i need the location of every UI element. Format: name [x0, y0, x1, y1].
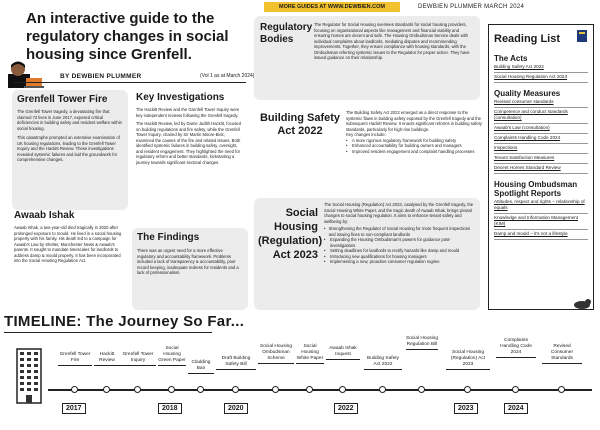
- reading-link[interactable]: Social Housing Regulation Act 2023: [494, 73, 588, 83]
- timeline-event[interactable]: Cladding Ban: [188, 360, 214, 374]
- timeline-node: [272, 386, 279, 393]
- bsa-changes-label: Key changes include:: [346, 132, 386, 137]
- timeline-node: [558, 386, 565, 393]
- timeline-node: [71, 386, 78, 393]
- timeline-event[interactable]: Social Housing Regulation Bill: [406, 336, 438, 350]
- timeline-event[interactable]: Social Housing Green Paper: [158, 346, 186, 366]
- timeline-event[interactable]: Social Housing (Regulation) Act 2023: [446, 350, 490, 370]
- grenfell-paragraph-1: The Grenfell Tower tragedy, a devastating fire that claimed 72 lives in June 2017, exposed critical deficiencies in building safety and resident welfare within social housing.: [17, 109, 122, 131]
- timeline-node: [418, 386, 425, 393]
- year-label: 2023: [454, 403, 478, 414]
- spotlight-heading: Housing Ombudsman Spotlight Reports: [494, 180, 578, 198]
- investigations-title: Key Investigations: [136, 92, 225, 103]
- timeline-event[interactable]: Social Housing Ombudsman Scheme: [258, 344, 294, 364]
- year-label: 2024: [504, 403, 528, 414]
- cat-icon: [572, 296, 592, 314]
- timeline-title: TIMELINE: The Journey So Far...: [4, 313, 245, 330]
- shra-paragraph: The Social Housing (Regulation) Act 2023, catalysed by the Grenfell tragedy, the Social Housing White Paper, and the tragic death of Awaab Ishak, brings pivotal changes to social housing regulation. It aims to enhance tenant safety and wellbeing by:: [324, 202, 474, 224]
- byline: BY DEWBIEN PLUMMER: [60, 73, 142, 80]
- timeline-node: [168, 386, 175, 393]
- author-avatar: [6, 60, 46, 90]
- book-icon: [576, 29, 588, 48]
- bsa-paragraph: The Building Safety Act 2022 emerged as a direct response to the systemic flaws in building safety exposed by the Grenfell tragedy and the subsequent Hackitt Review. It enacts significant reforms in building safety standards, particularly for high-rise buildings.: [346, 110, 482, 132]
- timeline-node: [306, 386, 313, 393]
- reading-link[interactable]: Revised consumer standards: [494, 98, 588, 108]
- reading-link[interactable]: Complaints Handling Code 2024: [494, 134, 588, 144]
- year-label: 2017: [62, 403, 86, 414]
- quality-heading: Quality Measures: [494, 89, 561, 98]
- investigations-paragraph-1: The Hackitt Review and the Grenfell Tower Inquiry were key independent reviews following the Grenfell tragedy.: [136, 107, 240, 118]
- year-label: 2022: [334, 403, 358, 414]
- investigations-paragraph-2: The Hackitt Review, led by Dame Judith Hackitt, focused on building regulations and fire safety, while the Grenfell Tower Inquiry, chaired by Sir Martin Moore-Bick, examined the causes of the fire and related issues. Both identified systemic failures in building safety, oversight, and resident engagement. They highlighted the need for regulatory reform and better standards, kickstarting a journey towards significant sectoral changes.: [136, 121, 241, 165]
- shra-bullet: • Strengthening the Regulator of Social Housing for more frequent inspections and issuing fines to non-compliant landlords: [324, 226, 471, 237]
- reading-link[interactable]: Competence and conduct standards (consultation): [494, 108, 588, 124]
- bsa-title: Building Safety Act 2022: [259, 112, 341, 137]
- shra-bullet: • Introducing new qualifications for housing managers: [324, 253, 427, 259]
- reading-link[interactable]: Decent Homes Standard Review: [494, 164, 588, 174]
- regulatory-bodies-paragraph: The Regulator for Social Housing oversees standards for social housing providers, focusing on organisational aspects like management and financial viability and ensuring homes are decent and safe. The Housing Ombudsman Service deals with individual complaints about landlords, mediating disputes and recommending improvements. Together, they ensure compliance with housing standards, with the Ombudsman referring systemic issues to the Regulator for proper action. They have issued guidance on their relationship.: [314, 22, 470, 60]
- year-label: 2018: [158, 403, 182, 414]
- shra-title: Social Housing (Regulation) Act 2023: [258, 207, 323, 261]
- timeline-node: [197, 386, 204, 393]
- timeline-event[interactable]: Complaints Handling Code 2024: [496, 338, 536, 358]
- awaab-title: Awaab Ishak: [14, 210, 75, 221]
- acts-heading: The Acts: [494, 54, 528, 63]
- reading-link[interactable]: Knowledge and Information Management (KIM): [494, 214, 588, 230]
- timeline-event[interactable]: Draft Building Safety Bill: [216, 356, 256, 370]
- timeline-event[interactable]: Hackitt Review: [94, 352, 120, 366]
- reading-link[interactable]: Building Safety Act 2022: [494, 63, 588, 73]
- timeline-node: [464, 386, 471, 393]
- awaab-section: [14, 210, 128, 264]
- regulatory-bodies-title: Regulatory Bodies: [260, 22, 313, 45]
- timeline-axis: [48, 389, 592, 391]
- tower-illustration: [16, 348, 42, 409]
- timeline-node: [379, 386, 386, 393]
- reading-link[interactable]: Awaab's Law (consultation): [494, 124, 588, 134]
- timeline-node: [103, 386, 110, 393]
- guides-banner-link[interactable]: MORE GUIDES AT WWW.DEWBIEN.COM: [264, 2, 400, 12]
- timeline-event[interactable]: Grenfell Tower Fire: [58, 352, 92, 366]
- shra-bullet: • Expanding the Housing Ombudsman's powers for guidance post-investigations: [324, 237, 451, 248]
- timeline-event[interactable]: Awaab Ishak Inquest: [326, 346, 360, 360]
- regulatory-bodies-panel: [254, 16, 480, 100]
- grenfell-panel: [12, 90, 128, 210]
- timeline-node: [512, 386, 519, 393]
- page-title: An interactive guide to the regulatory changes in social housing since Grenfell.: [26, 10, 229, 63]
- bsa-content: [346, 110, 482, 154]
- timeline-event[interactable]: Building Safety Act 2022: [364, 356, 402, 370]
- bsa-bullet: • Improved resident engagement and complaint handling processes: [346, 148, 475, 154]
- shra-bullet: • Setting deadlines for landlords to rectify hazards like damp and mould: [324, 248, 460, 253]
- timeline-event[interactable]: Grenfell Tower Inquiry: [120, 352, 156, 366]
- findings-paragraph: There was an urgent need for a more effective regulatory and accountability framework. Problems included a lack of transparency & accountability, poor record keeping, inadequate redress for residents and a lack of professionalism.: [137, 248, 239, 275]
- year-label: 2020: [224, 403, 248, 414]
- reading-link[interactable]: Damp and mould – it's not a lifestyle: [494, 230, 588, 240]
- bsa-bullet: • Enhanced accountability for building owners and managers: [346, 143, 462, 148]
- timeline-node: [339, 386, 346, 393]
- author-date: DEWBIEN PLUMMER MARCH 2024: [418, 4, 525, 10]
- reading-list-title: Reading List: [494, 32, 561, 45]
- reading-list: [488, 24, 594, 310]
- findings-panel: [132, 228, 248, 310]
- timeline-node: [134, 386, 141, 393]
- awaab-paragraph: Awaab Ishak, a two-year-old died tragically in 2020 after prolonged exposure to mould. He lived in a social housing property with his family. His death led to a campaign for Awaab's Law by Shelter, Manchester News & Awaab's parents. It sought to mandate timescales for landlords to address damp & mould properly. It has been incorporated into the Social Housing Regulation Act.: [14, 225, 122, 263]
- reading-link[interactable]: Attitudes, respect and rights – relationship of equals: [494, 198, 588, 214]
- timeline-event[interactable]: Social Housing White Paper: [296, 344, 324, 364]
- grenfell-paragraph-2: This catastrophe prompted an extensive examination of UK housing regulations, leading to the Grenfell Tower Inquiry and the Hackitt Review. These investigations revealed systemic failures and laid the groundwork for comprehensive changes.: [17, 135, 120, 162]
- reading-link[interactable]: Inspections: [494, 144, 588, 154]
- bsa-bullet: • A more rigorous regulatory framework for building safety: [346, 137, 457, 143]
- grenfell-title: Grenfell Tower Fire: [17, 94, 108, 105]
- version-note: (Vol 1 as at March 2024): [200, 73, 255, 79]
- reading-link[interactable]: Tenant Satisfaction Measures: [494, 154, 588, 164]
- timeline-event[interactable]: Revised Consumer Standards: [542, 344, 582, 364]
- shra-panel: [254, 198, 480, 310]
- timeline-node: [232, 386, 239, 393]
- shra-bullet: • Implementing a new, proactive consumer regulation regime: [324, 259, 440, 264]
- investigations-section: [136, 92, 244, 165]
- findings-title: The Findings: [137, 232, 200, 243]
